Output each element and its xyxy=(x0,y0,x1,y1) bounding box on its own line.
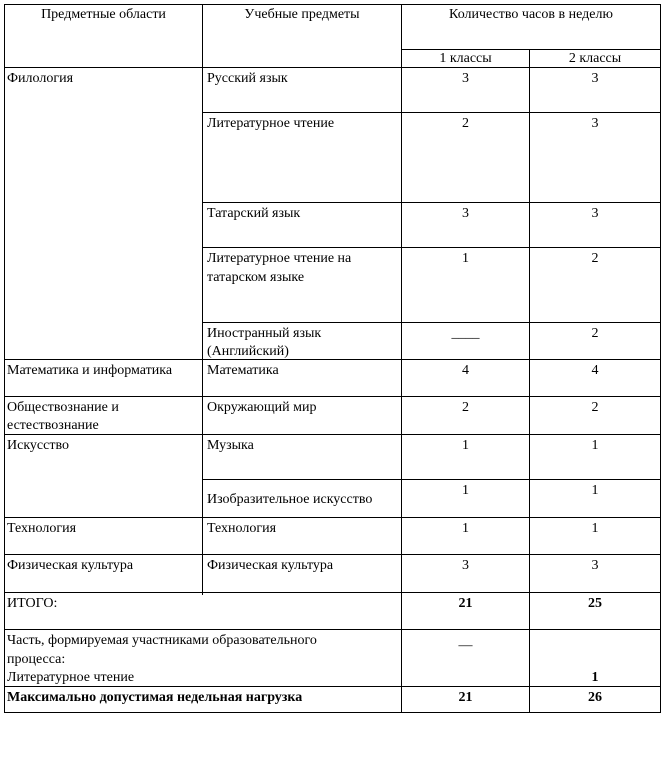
hours-g2: 1 xyxy=(591,521,599,536)
header-grade2: 2 классы xyxy=(568,51,622,66)
header-areas: Предметные области xyxy=(41,7,166,22)
area-technology: Технология xyxy=(7,521,77,536)
header-subjects: Учебные предметы xyxy=(244,7,360,22)
subject-foreign-line2: (Английский) xyxy=(207,344,289,359)
hours-g1: 1 xyxy=(462,521,469,536)
hours-g1: 3 xyxy=(462,71,469,86)
border-bottom xyxy=(4,712,661,713)
hours-g2: 1 xyxy=(591,483,599,498)
subject-visual-art: Изобразительное искусство xyxy=(207,492,373,507)
total-label: ИТОГО: xyxy=(7,596,58,611)
hours-g2: 2 xyxy=(591,251,599,266)
subject-tatar: Татарский язык xyxy=(207,206,301,221)
hours-g1: 3 xyxy=(462,558,469,573)
subject-math: Математика xyxy=(207,363,279,378)
area-math: Математика и информатика xyxy=(7,363,173,378)
row-line xyxy=(202,247,661,248)
row-line xyxy=(4,592,661,593)
total-g2: 25 xyxy=(588,596,602,611)
hours-g1: 3 xyxy=(462,206,469,221)
total-g1: 21 xyxy=(458,596,473,611)
max-label: Максимально допустимая недельная нагрузка xyxy=(7,690,303,705)
hours-g1: ____ xyxy=(451,326,480,341)
hours-g2: 3 xyxy=(591,206,599,221)
hours-g2: 4 xyxy=(591,363,599,378)
hours-g2: 3 xyxy=(591,71,599,86)
hours-g2: 2 xyxy=(591,326,599,341)
row-line xyxy=(4,359,661,360)
max-g2: 26 xyxy=(588,690,602,705)
row-line xyxy=(4,434,661,435)
subject-tatar-reading-line1: Литературное чтение на xyxy=(207,251,352,266)
area-social-line1: Обществознание и xyxy=(7,400,119,415)
area-art: Искусство xyxy=(7,438,69,453)
divider-areas-subjects xyxy=(202,4,203,595)
divider-grade1-grade2 xyxy=(529,49,530,713)
header-grade1: 1 классы xyxy=(439,51,492,66)
header-hours: Количество часов в неделю xyxy=(449,7,613,22)
hours-g1: 4 xyxy=(462,363,469,378)
area-social-line2: естествознание xyxy=(7,418,99,433)
hours-g1: 1 xyxy=(462,438,469,453)
row-line xyxy=(202,322,661,323)
hours-g2: 3 xyxy=(591,116,599,131)
subject-pe: Физическая культура xyxy=(207,558,334,573)
hours-g1: 2 xyxy=(462,400,469,415)
subject-russian: Русский язык xyxy=(207,71,288,86)
row-line xyxy=(202,112,661,113)
area-pe: Физическая культура xyxy=(7,558,134,573)
subject-world: Окружающий мир xyxy=(207,400,317,415)
hours-g2: 3 xyxy=(591,558,599,573)
row-line xyxy=(202,479,661,480)
row-line xyxy=(4,629,661,630)
row-line xyxy=(4,517,661,518)
max-g1: 21 xyxy=(458,690,473,705)
hours-g1: 1 xyxy=(462,251,469,266)
subject-foreign-line1: Иностранный язык xyxy=(207,326,322,341)
subject-literary-reading: Литературное чтение xyxy=(207,116,335,131)
subject-technology: Технология xyxy=(207,521,277,536)
part-g1: — xyxy=(458,638,473,653)
hours-g1: 1 xyxy=(462,483,469,498)
part-line1: Часть, формируемая участниками образовательного xyxy=(7,633,317,648)
subject-music: Музыка xyxy=(207,438,254,453)
hours-g2: 2 xyxy=(591,400,599,415)
part-line2: процесса: xyxy=(7,652,66,667)
row-line xyxy=(202,202,661,203)
subject-tatar-reading-line2: татарском языке xyxy=(207,270,305,285)
part-line3: Литературное чтение xyxy=(7,670,135,685)
row-line xyxy=(4,554,661,555)
row-line xyxy=(4,396,661,397)
hours-g2: 1 xyxy=(591,438,599,453)
area-philology: Филология xyxy=(7,71,74,86)
hours-g1: 2 xyxy=(462,116,469,131)
part-g2: 1 xyxy=(591,670,599,685)
